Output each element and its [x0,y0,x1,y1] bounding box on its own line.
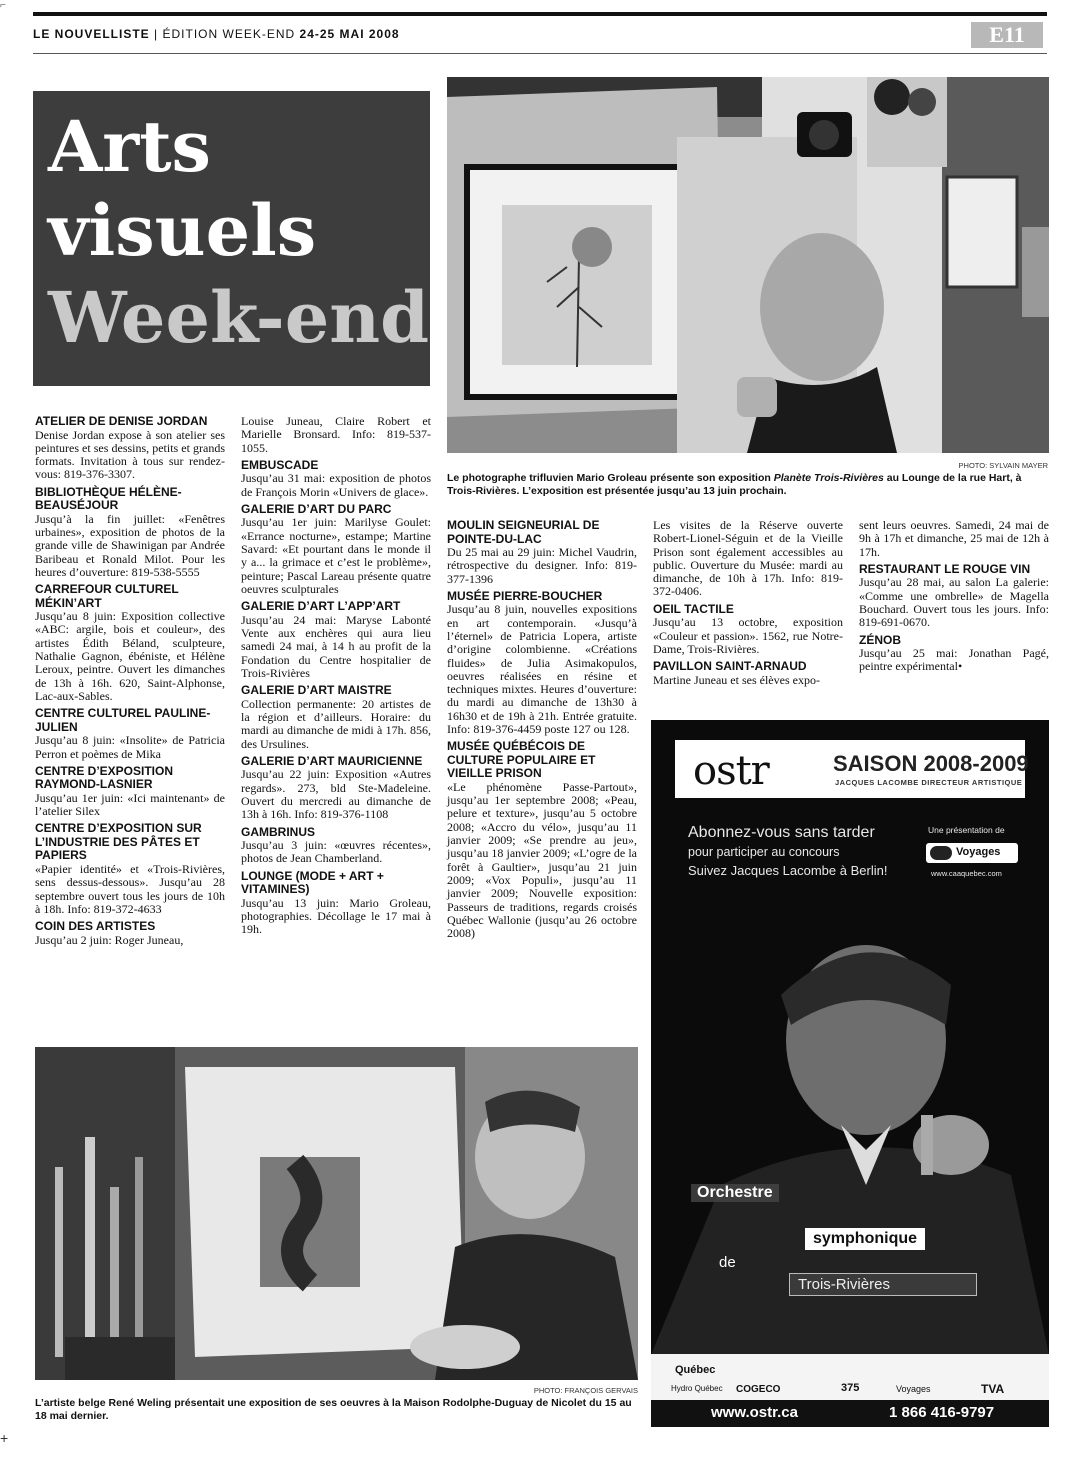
listing-text: Jusqu’au 31 mai: exposition de photos de François Morin «Univers de glace». [241,471,431,499]
listing-title: COIN DES ARTISTES [35,919,156,934]
sponsor-tva: TVA [981,1382,1005,1396]
sponsor-voyages: Voyages [896,1384,931,1394]
listing-item [241,755,431,822]
listing-title: CENTRE D’EXPOSITION SUR L’INDUSTRIE DES PÂTES ET PAPIERS [35,821,202,863]
ad-partner-url[interactable]: www.caaquebec.com [931,869,1002,878]
listing-text: Jusqu’au 28 mai, au salon La galerie: «Comme une ombrelle» de Magella Bouchard. Ouvert tous les jours. Info: 819-691-0670. [859,575,1049,630]
listing-item [241,870,431,937]
listing-title: LOUNGE (MODE + ART + VITAMINES) [241,868,384,897]
listing-title: ATELIER DE DENISE JORDAN [35,414,208,428]
ad-website-link[interactable]: www.ostr.ca [711,1404,798,1421]
listing-title: GALERIE D’ART L’APP’ART [241,599,401,614]
listing-item [241,459,431,499]
ad-banner [675,740,1029,798]
listing-item [447,590,637,736]
listing-text: Jusqu’au 8 juin: Exposition collective «ABC: argile, bois et couleur», des artistes Édith Béland, sculpteure, Nathalie Gagnon, ébéniste, et Hélène Leroux, peintre. Ouvert les dimanches de 13h à 16h. 620, Saint-Alphonse, Lac-aux-Sables. [35,609,225,703]
listing-item [241,415,431,455]
page-header [33,27,400,41]
ad-phone[interactable]: 1 866 416-9797 [889,1404,995,1421]
listing-text: sent leurs oeuvres. Samedi, 24 mai de 9h à 17h et dimanche, 25 mai de 12h à 17h. [859,518,1049,559]
section-title-line3: Week-end [48,276,430,359]
listing-title: MOULIN SEIGNEURIAL DE POINTE-DU-LAC [447,518,600,546]
orch-line-3: de [719,1254,736,1271]
caa-voyages-logo [926,843,1018,863]
listing-title: CENTRE D’EXPOSITION RAYMOND-LASNIER [35,763,174,792]
bottom-photo-caption: L’artiste belge René Weling présentait une exposition de ses oeuvres à la Maison Rodolphe-Duguay de Nicolet du 15 au 18 mai dernier. [35,1397,632,1422]
ostr-logo: ostr [693,748,769,794]
listing-text: Jusqu’à la fin juillet: «Fenêtres urbaines», exposition de photos de la grande ville de Shawinigan par Andrée Baribeau et Ronald Milot. Pour les heures d’ouverture: 819-538-5555 [35,511,225,579]
photo-mario-groleau [447,77,1049,453]
listing-text: «Le phénomène Passe-Partout», jusqu’au 1er septembre 2008; «Peau, pelure et texture», jusqu’au 5 octobre 2008; «Accro du vélo», jusqu’au 11 janvier 2009; «Se prendre au jeu», jusqu’au 18 janvier 2009; «L’ogre de la forêt à Gaultier», jusqu’au 21 juin 2009; «Vox Populi», jusqu’au 11 janvier 2009; Nouvelle exposition: Passeurs de traditions, regards croisés Québec Wallonie (jusqu’au 26 octobre 2008) [447,779,637,941]
section-title-line2: visuels [48,189,317,272]
listing-text: Jusqu’au 3 juin: «œuvres récentes», photos de Jean Chamberland. [241,838,431,866]
listing-text: Jusqu’au 1er juin: Marilyse Goulet: «Errance nocturne», estampe; Martine Savard: «Et pourtant dans le monde il y a... la grimace et c’est le problème», peinture; Pascal Lareau présente quatre oeuvres sculpturales [241,515,431,596]
caa-icon [930,846,952,860]
listings-column-3 [447,519,637,944]
listing-item [35,415,225,482]
listing-text: Collection permanente: 20 artistes de la région et d’ailleurs. Horaire: du mardi au dimanche de midi à 17h. 856, des Ursulines. [241,696,431,751]
listings-column-1 [35,415,225,951]
listing-item [859,634,1049,674]
listing-item [241,503,431,596]
listing-title: GALERIE D’ART MAISTRE [241,683,392,698]
photo-rene-weling-image [35,1047,638,1380]
listing-text: Jusqu’au 24 mai: Maryse Labonté Vente aux enchères qui aura lieu samedi 24 mai, à 14 h au profit de la Fondation du Centre hospitalier de Trois-Rivières [241,612,431,680]
ad-presented-by: Une présentation de [928,825,1005,835]
listing-text: «Papier identité» et «Trois-Rivières, sens dessus-dessous». Jusqu’au 28 septembre ouvert tous les jours de 10h à 18h. Info: 819-372-4633 [35,861,225,916]
crop-mark-bottom: + [0,1430,9,1446]
ad-line-berlin: Suivez Jacques Lacombe à Berlin! [688,863,888,878]
orch-line-1: Orchestre [691,1184,779,1202]
listing-item [35,920,225,947]
listing-text: Les visites de la Réserve ouverte Robert-Lionel-Séguin et de la Vieille Prison sont également accessibles au public. Ouverture du Musée: mardi au dimanche, de 10h à 17h. Info: 819-372-0406. [653,518,843,599]
caption-part-b: au Lounge de la rue Hart, à Trois-Rivières. L’exposition est présentée jusqu’au 13 juin prochain. [447,472,1022,497]
orch-line-2: symphonique [805,1228,925,1250]
sponsor-cogeco: COGECO [736,1384,781,1395]
listing-text: Martine Juneau et ses élèves expo- [653,672,820,687]
edition-date: 24-25 MAI 2008 [299,27,400,41]
listing-item [241,826,431,866]
listing-item [653,519,843,599]
caption-exhibit-title: Planète Trois-Rivières [773,472,884,484]
ad-headline: Abonnez-vous sans tarder [688,824,875,841]
listing-text: Jusqu’au 8 juin, nouvelles expositions en art contemporain. «Jusqu’à l’éternel» de Patricia Lopera, artiste d’origine colombienne. «Créations fluides» de Julia Asimakopulos, oeuvres réalisées en résine et techniques mixtes. Heures d’ouverture: du mardi au dimanche de 13h30 à 16h30 et de 19h à 21h. Entrée gratuite. Info: 819-376-4459 poste 127 ou 128. [447,602,637,737]
listing-item [35,707,225,761]
listing-item [35,486,225,579]
listing-text: Du 25 mai au 29 juin: Michel Vaudrin, rétrospective du designer. Info: 819-377-1396 [447,545,637,586]
section-title-line1: Arts [48,105,211,188]
ad-season: SAISON 2008-2009 [833,751,1029,776]
orch-line-4: Trois-Rivières [789,1273,977,1296]
listing-item [35,583,225,703]
header-separator: | [154,27,159,41]
listing-item [447,519,637,586]
listing-title: GALERIE D’ART DU PARC [241,501,392,516]
listing-title: CARREFOUR CULTUREL MÉKIN’ART [35,582,179,610]
top-photo-caption [447,472,1049,498]
sponsor-quebec: Québec [675,1364,716,1376]
listing-item [35,822,225,916]
listing-text: Jusqu’au 2 juin: Roger Juneau, [35,932,184,947]
paper-name: LE NOUVELLISTE [33,27,150,41]
photo-mario-groleau-image [447,77,1049,453]
listings-column-2 [241,415,431,941]
photo-rene-weling [35,1047,638,1380]
ostr-advertisement[interactable] [651,720,1049,1427]
listing-text: Jusqu’au 22 juin: Exposition «Autres regards». 273, bld Ste-Madeleine. Ouvert du mercredi au dimanche de 13h à 16h. Info: 819-376-1108 [241,767,431,822]
listings-column-5 [859,519,1049,678]
listing-item [35,765,225,819]
sponsor-375: 375 [841,1382,860,1394]
ad-contact-bar [651,1400,1049,1427]
listing-title: MUSÉE QUÉBÉCOIS DE CULTURE POPULAIRE ET VIEILLE PRISON [447,739,596,781]
listings-column-4 [653,519,843,691]
orchestre-block [679,1178,1039,1308]
listing-title: RESTAURANT LE ROUGE VIN [859,561,1031,576]
sponsor-hydro: Hydro Québec [671,1384,723,1393]
edition-label: ÉDITION WEEK-END [162,27,296,41]
listing-text: Jusqu’au 1er juin: «Ici maintenant» de l’atelier Silex [35,790,225,819]
header-rule [33,53,1047,54]
ad-footer [651,1354,1049,1427]
ad-line-contest: pour participer au concours [688,845,840,859]
listing-text: Denise Jordan expose à son atelier ses peintures et ses dessins, petits et grands formats. Invitation à tous sur rendez-vous: 819-376-3307. [35,427,225,482]
listing-item [241,600,431,680]
crop-mark-top: ⌐ [0,0,6,11]
listing-item [653,660,843,687]
listing-text: Jusqu’au 13 octobre, exposition «Couleur et passion». 1562, rue Notre-Dame, Trois-Rivières. [653,615,843,656]
listing-title: CENTRE CULTUREL PAULINE-JULIEN [35,706,211,734]
caa-voyages-label: Voyages [956,846,1001,858]
listing-text: Jusqu’au 13 juin: Mario Groleau, photographies. Décollage le 17 mai à 19h. [241,895,431,937]
listing-item [859,563,1049,630]
listing-text: Jusqu’au 8 juin: «Insolite» de Patricia Perron et poèmes de Mika [35,733,225,761]
caption-part-a: Le photographe trifluvien Mario Groleau présente son exposition [447,472,774,484]
ad-director: JACQUES LACOMBE DIRECTEUR ARTISTIQUE [835,778,1023,787]
listing-title: BIBLIOTHÈQUE HÉLÈNE-BEAUSÉJOUR [35,484,182,513]
listing-title: ZÉNOB [859,632,901,647]
listing-title: EMBUSCADE [241,457,319,472]
listing-item [859,519,1049,559]
listing-title: PAVILLON SAINT-ARNAUD [653,659,807,674]
top-photo-credit: PHOTO: SYLVAIN MAYER [958,461,1048,470]
listing-title: GAMBRINUS [241,824,315,839]
listing-text: Jusqu’au 25 mai: Jonathan Pagé, peintre expérimental• [859,646,1049,674]
listing-text: Louise Juneau, Claire Robert et Marielle Bronsard. Info: 819-537-1055. [241,414,431,455]
listing-title: OEIL TACTILE [653,601,734,616]
listing-title: GALERIE D’ART MAURICIENNE [241,753,423,768]
page-number: E11 [971,22,1043,48]
listing-item [447,740,637,940]
listing-title: MUSÉE PIERRE-BOUCHER [447,588,603,603]
listing-item [653,603,843,656]
listing-item [241,684,431,751]
top-rule [33,12,1047,16]
bottom-photo-credit: PHOTO: FRANÇOIS GERVAIS [533,1386,638,1395]
